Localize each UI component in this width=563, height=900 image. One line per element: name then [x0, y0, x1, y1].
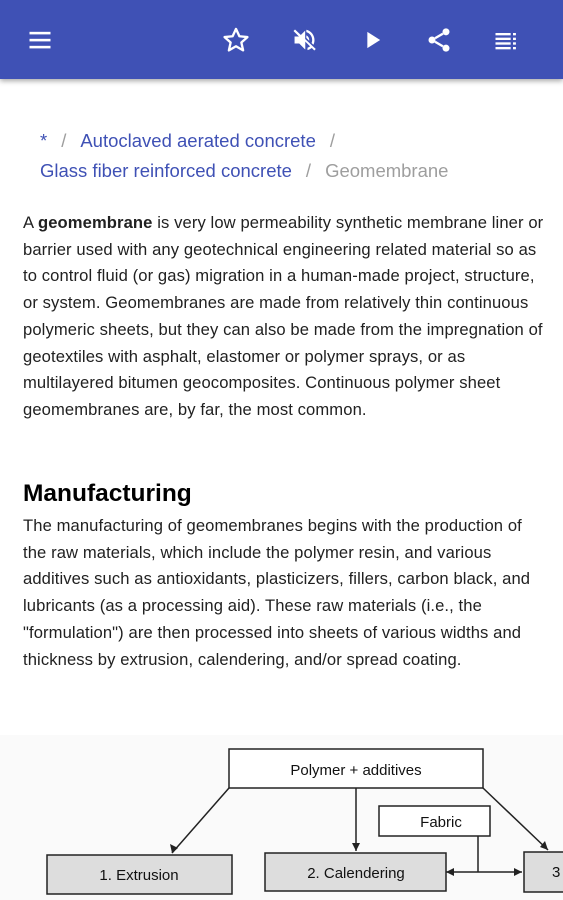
play-icon[interactable]	[352, 20, 392, 60]
manufacturing-paragraph: The manufacturing of geomembranes begins with the production of the raw materials, which include the polymer resin, and various additives such as antioxidants, plasticizers, fillers, carbon black, and lubricants (as a processing aid). These raw materials (i.e., the "formulation") are then processed into sheets of various widths and thickness by extrusion, calendering, and/or spread coating.	[23, 516, 531, 669]
breadcrumb-separator: /	[305, 160, 312, 181]
manufacturing-diagram	[0, 735, 563, 900]
breadcrumb-item-autoclaved-aerated-concrete[interactable]: Autoclaved aerated concrete	[80, 130, 316, 151]
intro-text: is very low permeability synthetic membrane liner or barrier used with any geotechnical engineering related material so as to control fluid (or gas) migration in a human-made project, structure, or system. Geomembranes are made from relatively thin continuous polymeric sheets, but they can also be made from the impregnation of geotextiles with asphalt, elastomer or polymer sprays, or as multilayered bitumen geocomposites. Continuous polymer sheet geomembranes are, by far, the most common.	[23, 213, 544, 419]
diagram-label-calendering: 2. Calendering	[307, 865, 405, 882]
share-icon[interactable]	[419, 20, 459, 60]
intro-paragraph	[23, 210, 548, 424]
breadcrumb-item-glass-fiber-reinforced-concrete[interactable]: Glass fiber reinforced concrete	[40, 160, 292, 181]
diagram-label-3: 3	[552, 864, 561, 881]
toc-list-icon[interactable]	[486, 20, 526, 60]
intro-term: geomembrane	[37, 213, 153, 232]
intro-prefix: A	[23, 213, 38, 232]
diagram-label-polymer: Polymer + additives	[290, 762, 422, 779]
star-outline-icon[interactable]	[216, 20, 256, 60]
diagram-label-fabric: Fabric	[420, 814, 462, 831]
menu-icon[interactable]	[20, 20, 60, 60]
section-heading-manufacturing: Manufacturing	[23, 480, 192, 507]
diagram-label-extrusion: 1. Extrusion	[99, 867, 179, 884]
breadcrumb-separator: /	[329, 130, 335, 151]
app-toolbar	[0, 0, 563, 79]
breadcrumb	[40, 126, 540, 186]
breadcrumb-current: Geomembrane	[325, 160, 449, 181]
volume-off-icon[interactable]	[284, 20, 324, 60]
breadcrumb-home[interactable]: *	[40, 130, 48, 151]
breadcrumb-separator: /	[61, 130, 67, 151]
